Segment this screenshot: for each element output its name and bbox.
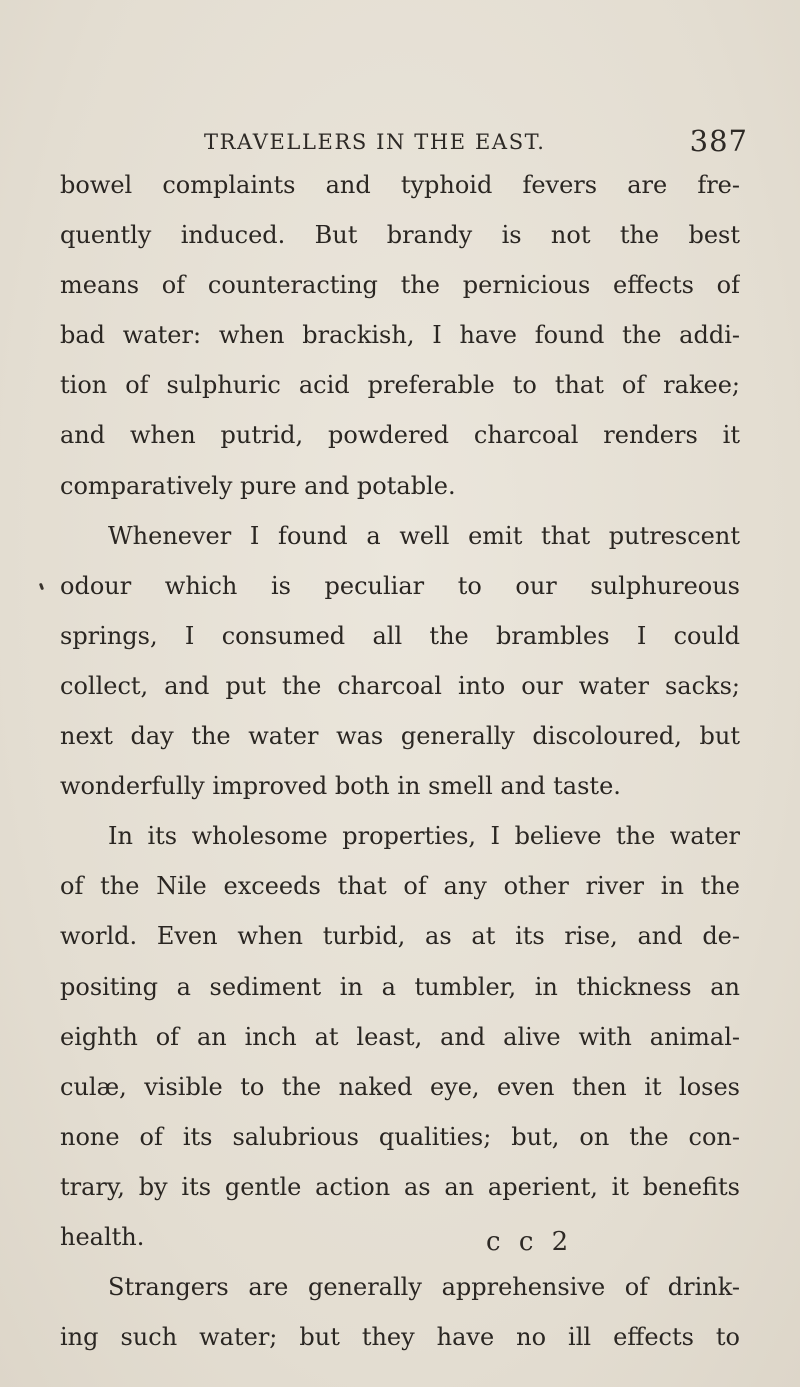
page-header bbox=[204, 124, 748, 164]
body-text bbox=[60, 160, 740, 1362]
page-number: 387 bbox=[689, 124, 748, 158]
text-line: springs, I consumed all the brambles I could bbox=[60, 621, 740, 650]
text-line: tion of sulphuric acid preferable to that of rakee; bbox=[60, 371, 740, 400]
text-line: of the Nile exceeds that of any other river in the bbox=[60, 872, 740, 901]
text-line: and when putrid, powdered charcoal renders it bbox=[60, 421, 740, 450]
text-line: Whenever I found a well emit that putrescent bbox=[108, 521, 740, 550]
text-line: world. Even when turbid, as at its rise, and de- bbox=[60, 922, 740, 951]
text-line: comparatively pure and potable. bbox=[60, 471, 456, 500]
text-line: collect, and put the charcoal into our water sacks; bbox=[60, 671, 740, 700]
text-line: trary, by its gentle action as an aperient, it benefits bbox=[60, 1172, 740, 1201]
text-line: Strangers are generally apprehensive of drink- bbox=[108, 1273, 740, 1302]
margin-speck bbox=[39, 583, 44, 591]
running-head: TRAVELLERS IN THE EAST. bbox=[204, 130, 546, 154]
text-line: odour which is peculiar to our sulphureous bbox=[60, 571, 740, 600]
text-line: means of counteracting the pernicious effects of bbox=[60, 271, 740, 300]
text-line: bowel complaints and typhoid fevers are fre- bbox=[60, 171, 740, 199]
text-line: culæ, visible to the naked eye, even then it loses bbox=[60, 1072, 740, 1101]
text-line: health. bbox=[60, 1222, 145, 1251]
text-line: next day the water was generally discoloured, but bbox=[60, 722, 740, 751]
signature-mark: c c 2 bbox=[486, 1227, 574, 1257]
text-line: bad water: when brackish, I have found the addi- bbox=[60, 321, 740, 350]
text-line: wonderfully improved both in smell and taste. bbox=[60, 772, 621, 801]
text-line: none of its salubrious qualities; but, on the con- bbox=[60, 1122, 740, 1151]
text-line: positing a sediment in a tumbler, in thickness an bbox=[60, 972, 740, 1001]
text-line: In its wholesome properties, I believe the water bbox=[108, 822, 740, 851]
text-line: eighth of an inch at least, and alive with animal- bbox=[60, 1022, 740, 1051]
text-line: ing such water; but they have no ill effects to bbox=[60, 1323, 740, 1352]
text-line: quently induced. But brandy is not the best bbox=[60, 221, 740, 250]
